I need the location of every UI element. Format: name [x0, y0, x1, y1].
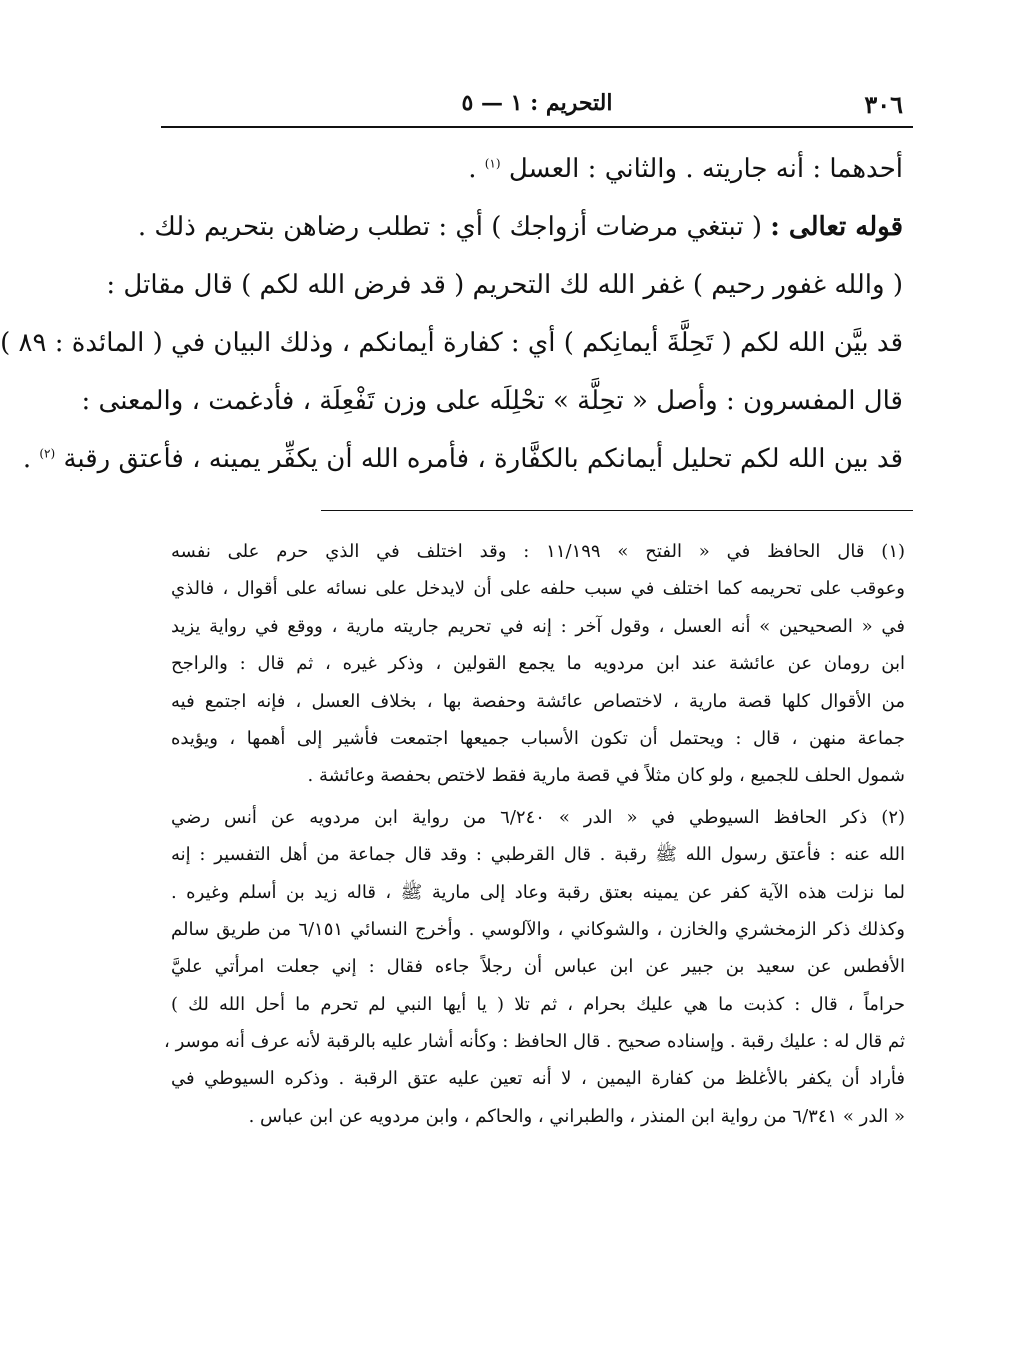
footnote-line: الأفطس عن سعيد بن جبير عن ابن عباس أن رجلاً جاءه فقال : إني جعلت امرأتي عليَّ: [171, 956, 905, 978]
footnote-line: لما نزلت هذه الآية كفر عن يمينه بعتق رقبة وعاد إلى مارية ﷺ ، قاله زيد بن أسلم وغيره .: [171, 881, 905, 903]
footnote-divider: [321, 510, 913, 511]
footnote-line: فأراد أن يكفر بالأغلظ من كفارة اليمين ، لا أنه تعين عليه عتق الرقبة . وذكره السيوطي في: [171, 1068, 905, 1090]
footnote-line: « الدر » ٦/٣٤١ من رواية ابن المنذر ، والطبراني ، والحاكم ، وابن مردويه عن ابن عباس .: [248, 1105, 905, 1127]
footnote-2: [164, 799, 906, 1136]
main-line: قد بيَّن الله لكم ( تَحِلَّةَ أيمانِكم ) أي : كفارة أيمانكم ، وذلك البيان في ( المائدة : ٨٩ ): [0, 328, 903, 358]
footnotes: [164, 533, 906, 1135]
footnote-line: وعوقب على تحريمه كما اختلف في سبب حلفه على أن لايدخل على نسائه على أقوال ، فالذي: [171, 578, 905, 600]
main-line: ( والله غفور رحيم ) غفر الله لك التحريم ( قد فرض الله لكم ) قال مقاتل :: [106, 270, 903, 300]
footnote-ref-2: (٢): [39, 446, 56, 461]
main-line-text: ( تبتغي مرضات أزواجك ) أي : تطلب رضاهن بتحريم ذلك .: [137, 212, 763, 242]
running-header: [161, 86, 913, 128]
line-end-dot: .: [22, 444, 32, 474]
footnote-line: الله عنه : فأعتق رسول الله ﷺ رقبة . قال القرطبي : وقد قال جماعة من أهل التفسير : إنه: [171, 844, 905, 866]
footnote-line: من الأقوال كلها قصة مارية ، لاختصاص عائشة وحفصة بها ، بخلاف العسل ، فإنه اجتمع فيه: [171, 690, 905, 712]
footnote-line: (١) قال الحافظ في « الفتح » ١١/١٩٩ : وقد اختلف في الذي حرم على نفسه: [171, 541, 906, 562]
footnote-line: ابن رومان عن عائشة عند ابن مردويه ما يجمع القولين ، وذكر غيره ، ثم قال : والراجح: [171, 653, 905, 675]
footnote-line: شمول الحلف للجميع ، ولو كان مثلاً في قصة مارية فقط لاختص بحفصة وعائشة .: [307, 765, 905, 787]
footnote-line: جماعة منهن ، قال : ويحتمل أن تكون الأسباب جميعها اجتمعت فأشير إلى أهمها ، ويؤيده: [171, 727, 905, 749]
footnote-ref-1: (١): [484, 156, 501, 171]
main-line: قال المفسرون : وأصل « تحِلَّة » تحْلِلَه على وزن تَفْعِلَة ، فأدغمت ، والمعنى :: [81, 386, 903, 416]
footnote-line: في « الصحيحين » أنه العسل ، وقول آخر : إنه في تحريم جاريته مارية ، ووقع في رواية يزيد: [171, 615, 905, 637]
footnote-line: حراماً ، قال : كذبت ما هي عليك بحرام ، ثم تلا ( يا أيها النبي لم تحرم ما أحل الله لك ): [171, 993, 905, 1015]
page-number: ٣٠٦: [864, 90, 903, 119]
footnote-1: [171, 533, 905, 795]
footnote-line: وكذلك ذكر الزمخشري والخازن ، والشوكاني ، والآلوسي . وأخرج النسائي ٦/١٥١ من طريق سالم: [171, 918, 905, 940]
main-line: [137, 198, 903, 256]
line-end-dot: .: [468, 154, 477, 184]
main-line: [22, 430, 903, 488]
running-title: التحريم : ١ — ٥: [461, 90, 613, 116]
main-line-text: قد بين الله لكم تحليل أيمانكم بالكفَّارة ، فأمره الله أن يكفِّر يمينه ، فأعتق رقبة: [63, 444, 903, 474]
footnote-line: (٢) ذكر الحافظ السيوطي في « الدر » ٦/٢٤٠ من رواية ابن مردويه عن أنس رضي: [171, 806, 906, 828]
main-line-text: أحدهما : أنه جاريته . والثاني : العسل: [508, 154, 903, 184]
lead-phrase: قوله تعالى :: [770, 212, 903, 242]
main-text: [0, 140, 903, 488]
main-line: [181, 140, 903, 198]
footnote-line: ثم قال له : عليك رقبة . وإسناده صحيح . قال الحافظ : وكأنه أشار عليه بالرقبة لأنه عرف أنه موسر ،: [164, 1031, 905, 1053]
